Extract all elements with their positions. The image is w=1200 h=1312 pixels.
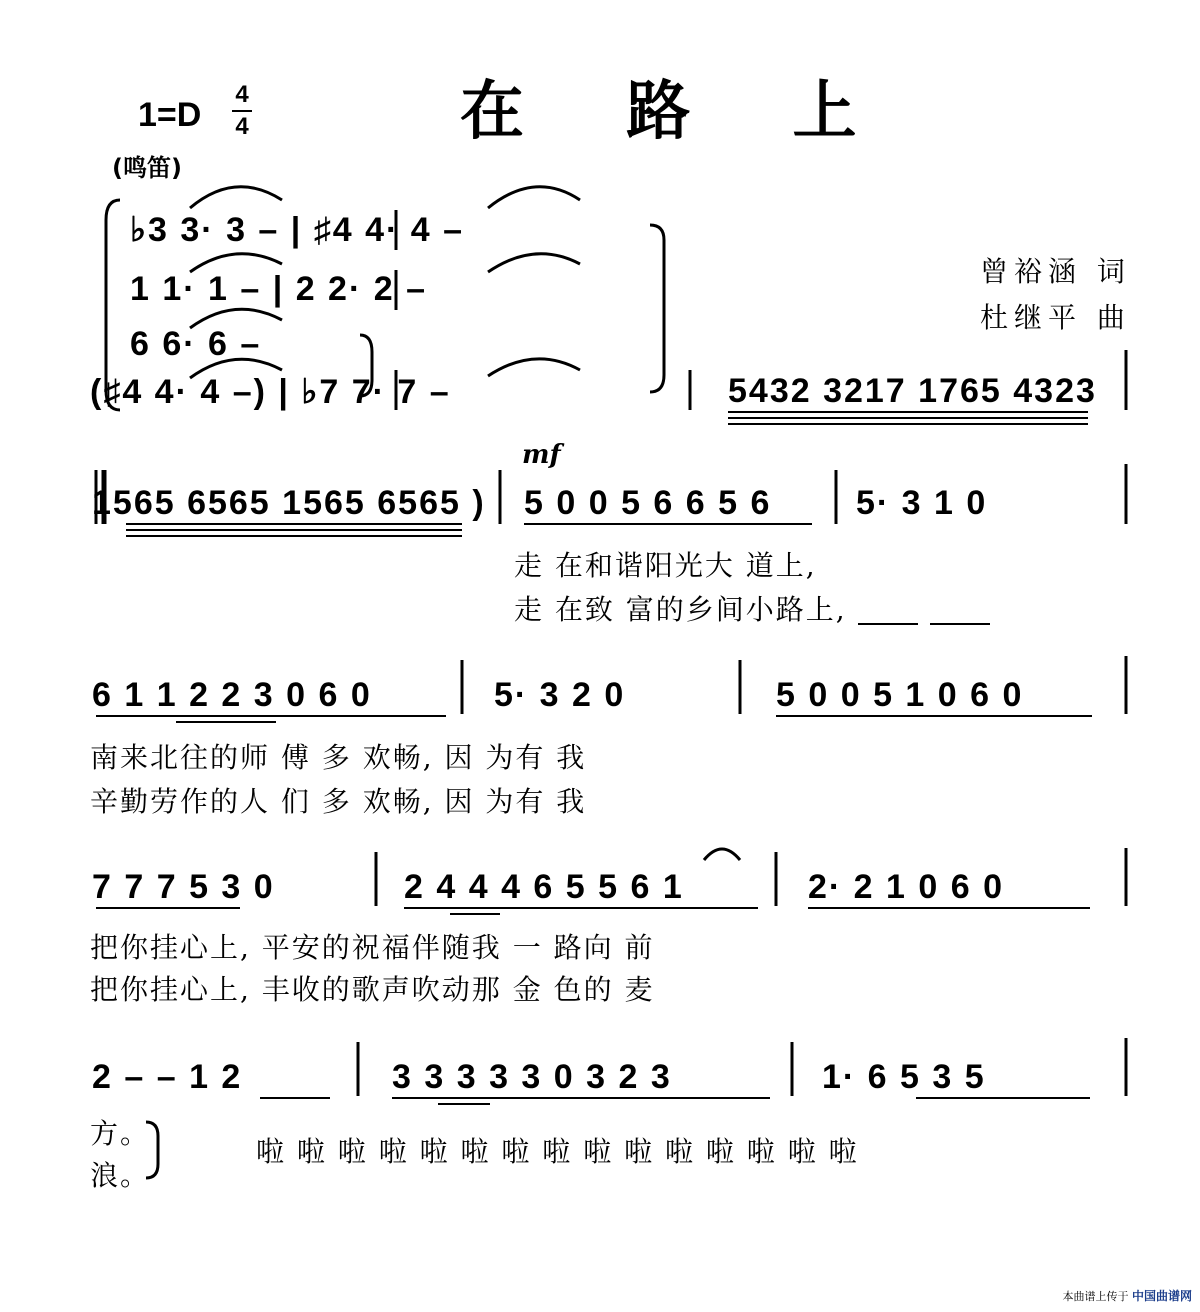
line2-notes-b: 5· 3 2 0 <box>494 676 626 714</box>
line2-lyric-2: 辛勤劳作的人 们 多 欢畅, 因 为有 我 <box>90 785 587 818</box>
time-signature-bottom: 4 <box>232 110 252 142</box>
line2-notes-a: 6 1 1 2 2 3 0 6 0 <box>92 676 372 714</box>
line4-notes-c: 1· 6 5 3 5 <box>822 1058 986 1096</box>
line4-lyric-1: 方。 <box>90 1117 151 1150</box>
line4-notes-b: 3 3 3 3 3 0 3 2 3 <box>392 1058 672 1096</box>
line1-notes-c: 5· 3 1 0 <box>856 484 988 522</box>
line1-lyric-1: 走 在和谐阳光大 道上, <box>514 549 817 582</box>
intro-voice-2: 1 1· 1 – | 2 2· 2 – <box>130 270 428 308</box>
line2-lyric-1: 南来北往的师 傅 多 欢畅, 因 为有 我 <box>90 741 587 774</box>
lyricist-credit: 曾裕涵 词 <box>980 255 1131 288</box>
key-signature: 1=D <box>138 96 202 134</box>
line3-lyric-2: 把你挂心上, 丰收的歌声吹动那 金 色的 麦 <box>90 973 655 1006</box>
line1-lyric-2: 走 在致 富的乡间小路上, <box>514 593 847 626</box>
intro-bracket-right <box>650 225 664 392</box>
line3-notes-c: 2· 2 1 0 6 0 <box>808 868 1005 906</box>
intro-voice-4: (♯4 4· 4 –) | ♭7 7· 7 – <box>90 373 451 411</box>
intro-voice-1: ♭3 3· 3 – | ♯4 4· 4 – <box>130 211 465 249</box>
line3-notes-a: 7 7 7 5 3 0 <box>92 868 275 906</box>
intro-run: 5432 3217 1765 4323 <box>728 372 1097 410</box>
intro-voice-3: 6 6· 6 – <box>130 325 262 363</box>
time-signature-top: 4 <box>235 81 249 108</box>
line3-notes-b: 2 4 4 4 6 5 5 6 1 <box>404 868 684 906</box>
line2-notes-c: 5 0 0 5 1 0 6 0 <box>776 676 1024 714</box>
song-title: 在 路 上 <box>460 74 897 149</box>
dynamic-marking: mf <box>522 440 561 470</box>
line4-lyric-2: 浪。 <box>90 1159 151 1192</box>
intro-bracket <box>106 200 120 410</box>
line1-notes-a: 1565 6565 1565 6565 ) <box>92 484 486 522</box>
footer-text: 本曲谱上传于 <box>1062 1290 1129 1303</box>
line4-notes-a: 2 – – 1 2 <box>92 1058 243 1096</box>
line1-notes-b: 5 0 0 5 6 6 5 6 <box>524 484 772 522</box>
footer-site[interactable]: 中国曲谱网 <box>1131 1289 1192 1303</box>
composer-credit: 杜继平 曲 <box>980 301 1131 334</box>
intro-label: (鸣笛) <box>112 154 182 182</box>
line3-lyric-1: 把你挂心上, 平安的祝福伴随我 一 路向 前 <box>90 931 655 964</box>
line4-lyric-la: 啦 啦 啦 啦 啦 啦 啦 啦 啦 啦 啦 啦 啦 啦 啦 <box>256 1135 859 1168</box>
intro-inner-bracket <box>360 335 372 396</box>
footer-credit <box>1062 1287 1192 1304</box>
